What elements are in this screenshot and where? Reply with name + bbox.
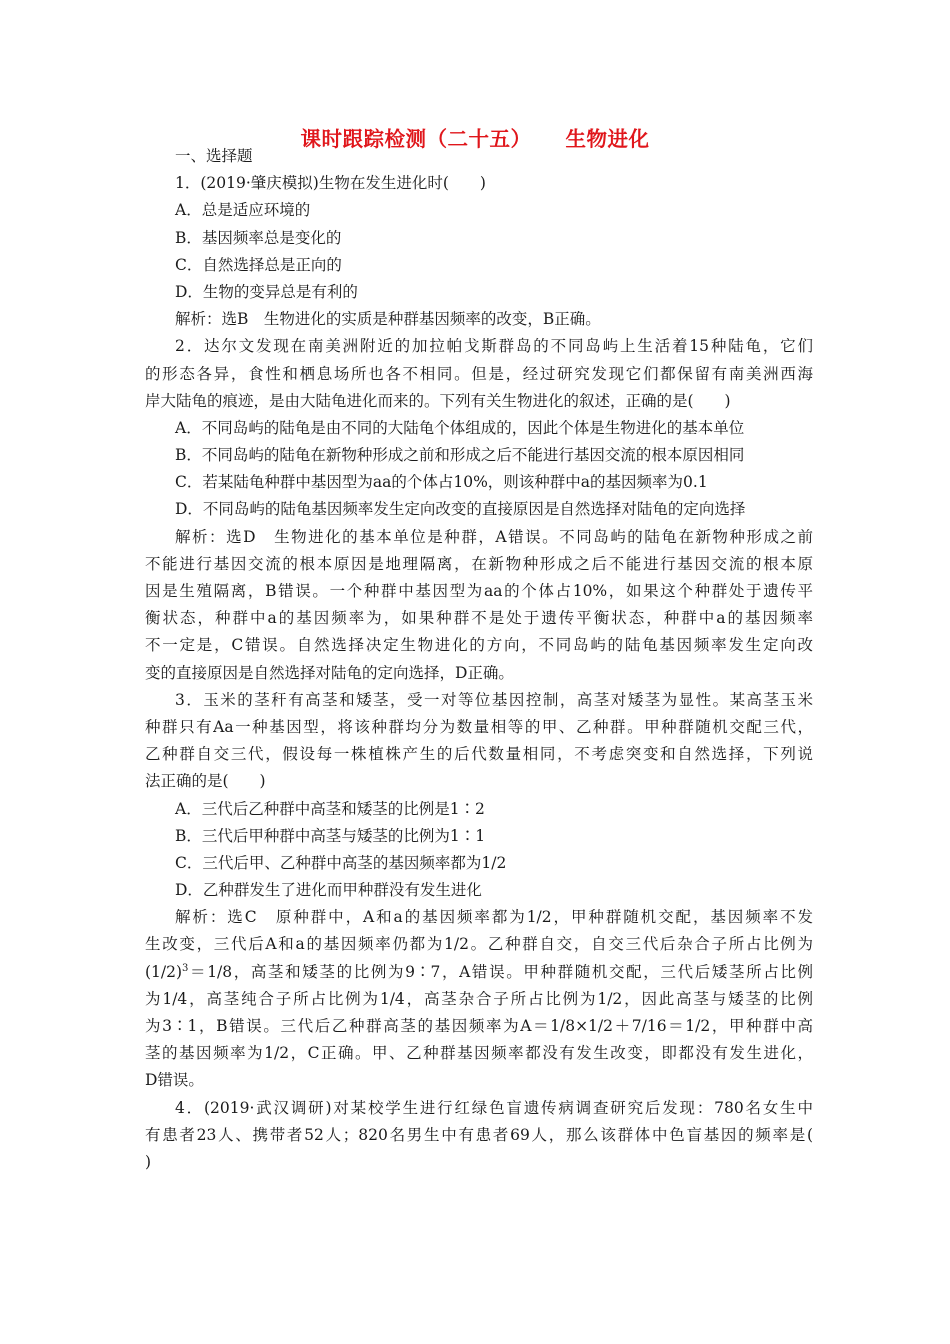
- q2-analysis-line: 不一定是，C错误。自然选择决定生物进化的方向，不同岛屿的陆龟基因频率发生定向改: [145, 636, 813, 655]
- q3-option-b: B．三代后甲种群中高茎与矮茎的比例为1∶1: [175, 826, 486, 845]
- q2-stem-line: 岸大陆龟的痕迹，是由大陆龟进化而来的。下列有关生物进化的叙述，正确的是( ): [145, 391, 731, 410]
- q3-stem-line: 法正确的是( ): [145, 772, 266, 791]
- q2-analysis-line: 衡状态，种群中a的基因频率为，如果种群不是处于遗传平衡状态，种群中a的基因频率: [145, 609, 813, 628]
- q3-option-c: C．三代后甲、乙种群中高茎的基因频率都为1/2: [175, 853, 507, 872]
- q3-stem-line: 乙种群自交三代，假设每一株植株产生的后代数量相同，不考虑突变和自然选择，下列说: [145, 745, 813, 764]
- q2-stem-line: 2．达尔文发现在南美洲附近的加拉帕戈斯群岛的不同岛屿上生活着15种陆龟，它们: [175, 337, 813, 356]
- q4-stem-line: 4．(2019·武汉调研)对某校学生进行红绿色盲遗传病调查研究后发现：780名女生中: [175, 1098, 813, 1117]
- q2-analysis-line: 解析：选D 生物进化的基本单位是种群，A错误。不同岛屿的陆龟在新物种形成之前: [175, 527, 813, 546]
- document-body: [145, 143, 813, 1176]
- q2-analysis-line: 不能进行基因交流的根本原因是地理隔离，在新物种形成之后不能进行基因交流的根本原: [145, 554, 813, 573]
- section-heading: 一、选择题: [175, 147, 253, 165]
- q1-option-d: D．生物的变异总是有利的: [175, 282, 358, 301]
- q2-analysis-line: 因是生殖隔离，B错误。一个种群中基因型为aa的个体占10%，如果这个种群处于遗传平: [145, 582, 813, 600]
- title-main: 课时跟踪检测（二十五）: [300, 127, 532, 151]
- q3-option-d: D．乙种群发生了进化而甲种群没有发生进化: [175, 881, 482, 900]
- q1-option-c: C．自然选择总是正向的: [175, 255, 342, 274]
- q3-analysis-line: 茎的基因频率为1/2，C正确。甲、乙种群基因频率都没有发生改变，即都没有发生进化，: [145, 1044, 813, 1063]
- q2-option-d: D．不同岛屿的陆龟基因频率发生定向改变的直接原因是自然选择对陆龟的定向选择: [175, 500, 746, 519]
- q2-option-c: C．若某陆龟种群中基因型为aa的个体占10%，则该种群中a的基因频率为0.1: [175, 473, 708, 492]
- q3-analysis-line: 为3∶1，B错误。三代后乙种群高茎的基因频率为A＝1/8×1/2＋7/16＝1/2，甲种群中高: [145, 1017, 813, 1035]
- q1-option-a: A．总是适应环境的: [175, 201, 311, 220]
- q3-stem-line: 3．玉米的茎秆有高茎和矮茎，受一对等位基因控制，高茎对矮茎为显性。某高茎玉米: [175, 690, 813, 709]
- q4-stem-line: 有患者23人、携带者52人；820名男生中有患者69人，那么该群体中色盲基因的频率是(: [145, 1125, 813, 1144]
- q2-analysis-line: 变的直接原因是自然选择对陆龟的定向选择，D正确。: [145, 663, 514, 682]
- q3-analysis-line: 解析：选C 原种群中，A和a的基因频率都为1/2，甲种群随机交配，基因频率不发: [175, 908, 813, 927]
- title-sub: 生物进化: [565, 127, 650, 151]
- q2-option-b: B．不同岛屿的陆龟在新物种形成之前和形成之后不能进行基因交流的根本原因相同: [175, 446, 745, 465]
- q3-analysis-fraction: (1/2): [145, 962, 183, 981]
- q3-analysis-rest: ＝1/8，高茎和矮茎的比例为9∶7，A错误。甲种群随机交配，三代后矮茎所占比例: [188, 962, 813, 981]
- q3-analysis-exponent: 3: [182, 962, 189, 974]
- q3-analysis-line: 生改变，三代后A和a的基因频率仍都为1/2。乙种群自交，自交三代后杂合子所占比例为: [145, 935, 813, 954]
- q4-stem-line: ): [145, 1152, 152, 1171]
- q1-option-b: B．基因频率总是变化的: [175, 228, 342, 247]
- q3-analysis-line: 为1/4，高茎纯合子所占比例为1/4，高茎杂合子所占比例为1/2，因此高茎与矮茎的比例: [145, 989, 813, 1008]
- q1-analysis: 解析：选B 生物进化的实质是种群基因频率的改变，B正确。: [175, 310, 601, 329]
- q2-stem-line: 的形态各异，食性和栖息场所也各不相同。但是，经过研究发现它们都保留有南美洲西海: [145, 364, 813, 383]
- q3-analysis-line: D错误。: [145, 1071, 204, 1090]
- q3-option-a: A．三代后乙种群中高茎和矮茎的比例是1∶2: [175, 799, 485, 818]
- q3-stem-line: 种群只有Aa一种基因型，将该种群均分为数量相等的甲、乙种群。甲种群随机交配三代，: [145, 717, 813, 736]
- q1-stem: 1．(2019·肇庆模拟)生物在发生进化时( ): [175, 174, 486, 193]
- q3-analysis-line: [145, 959, 813, 986]
- q2-option-a: A．不同岛屿的陆龟是由不同的大陆龟个体组成的，因此个体是生物进化的基本单位: [175, 418, 745, 437]
